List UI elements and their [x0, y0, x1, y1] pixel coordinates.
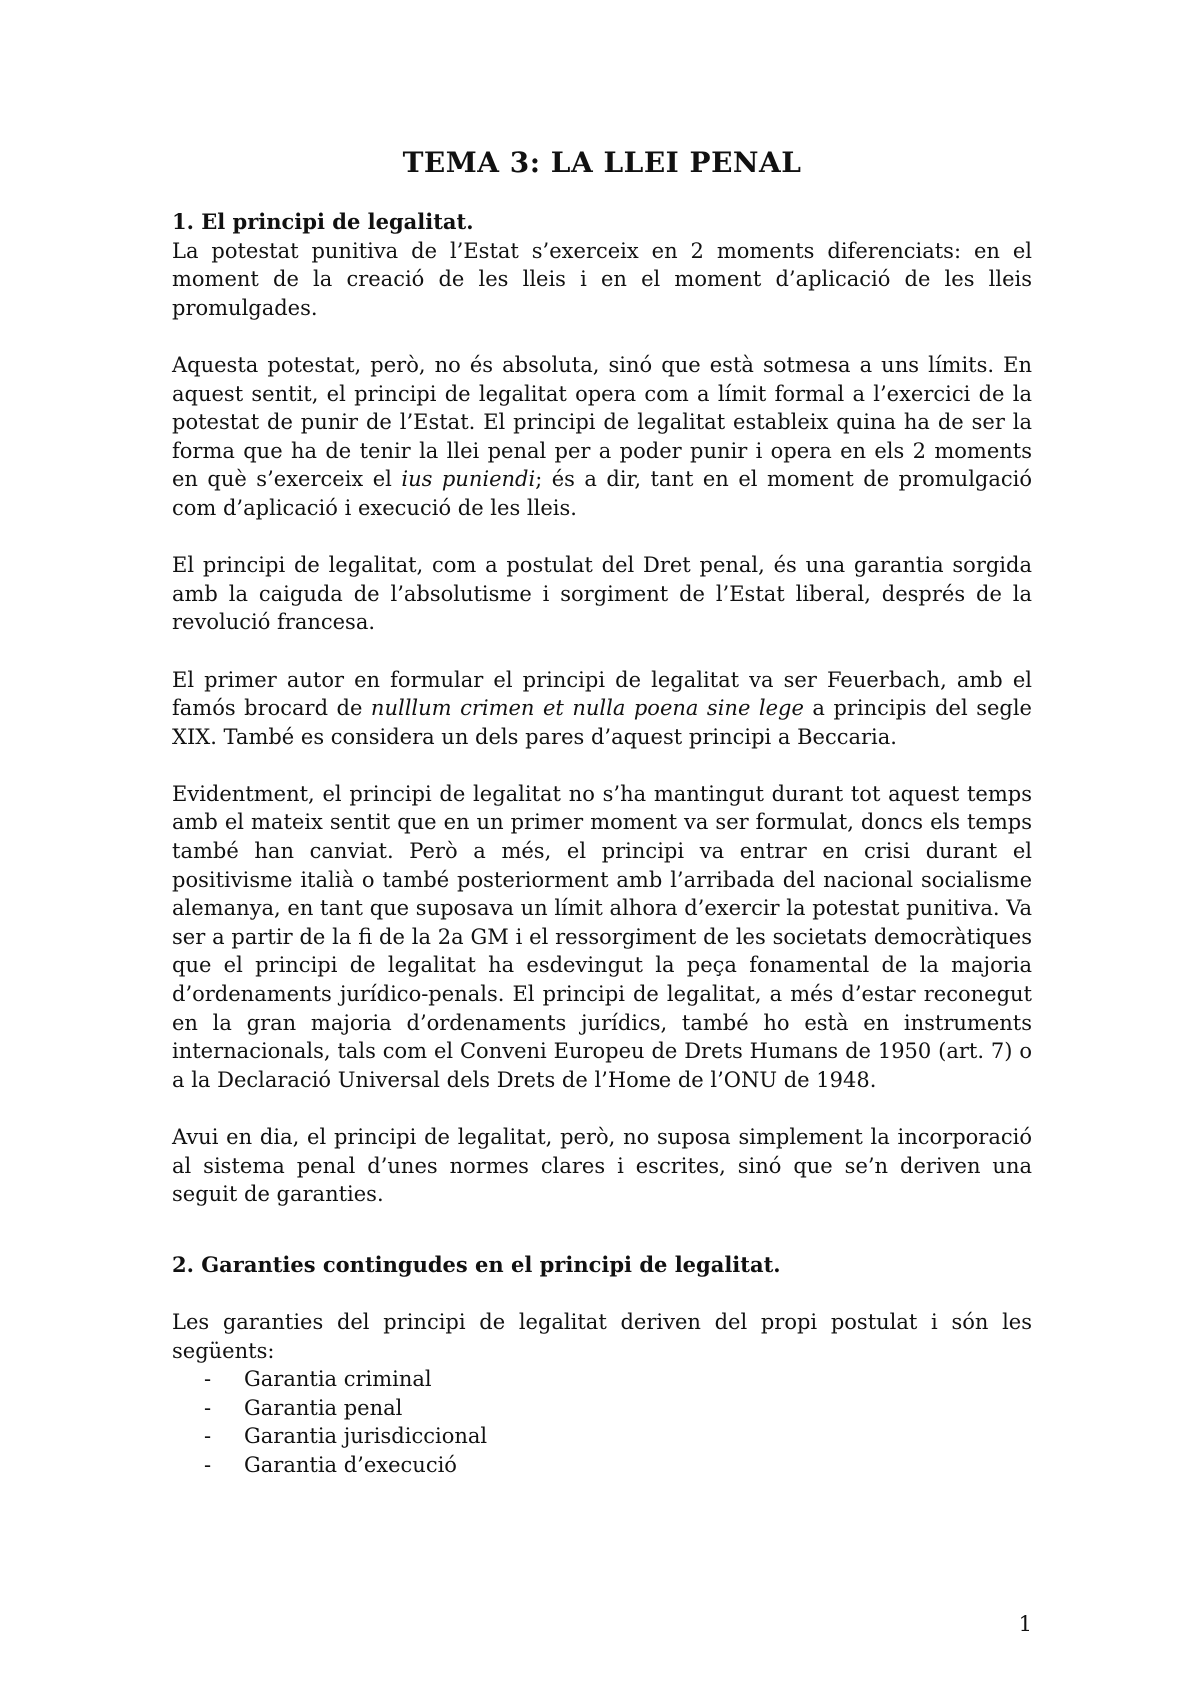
- paragraph-2: [172, 351, 1032, 523]
- guarantees-list: [172, 1365, 1032, 1479]
- paragraph-1: La potestat punitiva de l’Estat s’exerceix en 2 moments diferenciats: en el moment de la creació de les lleis i en el moment d’aplicació de les lleis promulgades.: [172, 238, 1032, 320]
- paragraph-2-text-b: ; és a dir, tant en el moment de promulgació com d’aplicació i execució de les lleis.: [172, 467, 1032, 520]
- paragraph-2-italic: ius puniendi: [401, 467, 536, 492]
- page-number: 1: [1018, 1612, 1032, 1636]
- list-item: - Garantia penal: [204, 1394, 1032, 1423]
- paragraph-4: [172, 666, 1032, 752]
- document-body: [172, 208, 1032, 1480]
- list-item: - Garantia jurisdiccional: [204, 1422, 1032, 1451]
- document-page: [172, 0, 1032, 1698]
- section-2-heading: 2. Garanties contingudes en el principi de legalitat.: [172, 1251, 781, 1277]
- paragraph-2-text-a: Aquesta potestat, però, no és absoluta, sinó que està sotmesa a uns límits. En aquest sentit, el principi de legalitat opera com a límit formal a l’exercici de la potestat de punir de l’Estat. El principi de legalitat estableix quina ha de ser la forma que ha de tenir la llei penal per a poder punir i opera en els 2 moments en què s’exerceix el: [172, 352, 1032, 492]
- paragraph-6: Avui en dia, el principi de legalitat, però, no suposa simplement la incorporació al sistema penal d’unes normes clares i escrites, sinó que se’n deriven una seguit de garanties.: [172, 1125, 1032, 1207]
- paragraph-4-text-a: El primer autor en formular el principi de legalitat va ser Feuerbach, amb el famós brocard de: [172, 667, 1032, 721]
- section-2-intro: Les garanties del principi de legalitat deriven del propi postulat i són les següents:: [172, 1309, 1032, 1363]
- document-title: TEMA 3: LA LLEI PENAL: [402, 146, 802, 179]
- paragraph-4-text-b: a principis del segle XIX. També es considera un dels pares d’aquest principi a Beccaria.: [172, 696, 1032, 749]
- list-item: - Garantia d’execució: [204, 1451, 1032, 1480]
- list-item: - Garantia criminal: [204, 1365, 1032, 1394]
- paragraph-3: El principi de legalitat, com a postulat del Dret penal, és una garantia sorgida amb la caiguda de l’absolutisme i sorgiment de l’Estat liberal, després de la revolució francesa.: [172, 553, 1032, 635]
- section-1-heading: 1. El principi de legalitat.: [172, 209, 474, 234]
- paragraph-5: Evidentment, el principi de legalitat no s’ha mantingut durant tot aquest temps amb el mateix sentit que en un primer moment va ser formulat, doncs els temps també han canviat. Però a més, el principi va entrar en crisi durant el positivisme italià o també posteriorment amb l’arribada del nacional socialisme alemanya, en tant que suposava un límit alhora d’exercir la potestat punitiva. Va ser a partir de la fi de la 2a GM i el ressorgiment de les societats democràtiques que el principi de legalitat ha esdevingut la peça fonamental de la majoria d’ordenaments jurídico-penals. El principi de legalitat, a més d’estar reconegut en la gran majoria d’ordenaments jurídics, també ho està en instruments internacionals, tals com el Conveni Europeu de Drets Humans de 1950 (art. 7) o a la Declaració Universal dels Drets de l’Home de l’ONU de 1948.: [172, 781, 1032, 1092]
- paragraph-4-italic: nulllum crimen et nulla poena sine lege: [370, 696, 804, 721]
